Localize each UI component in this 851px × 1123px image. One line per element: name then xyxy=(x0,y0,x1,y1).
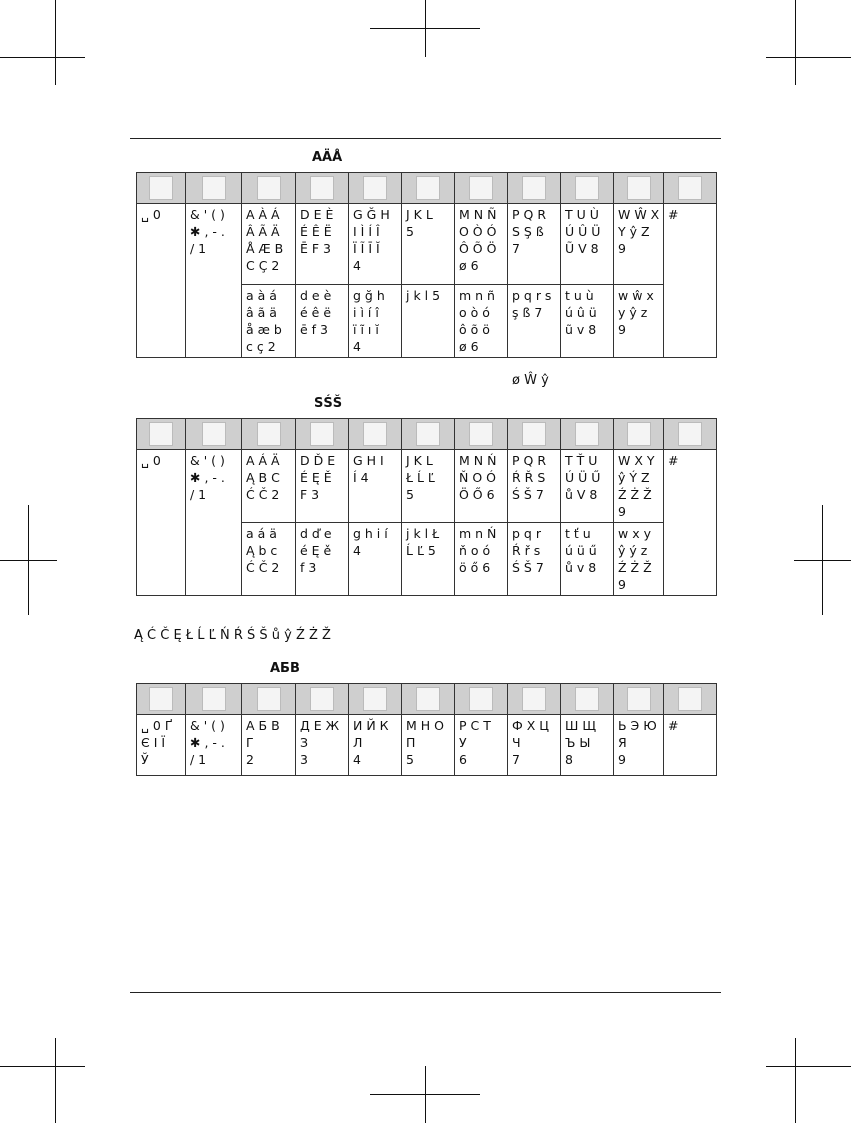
char-cell: # xyxy=(664,450,717,596)
char-cell: # xyxy=(664,715,717,776)
key-icon xyxy=(522,422,546,446)
char-cell: j k l 5 xyxy=(402,285,455,358)
key-icon xyxy=(363,422,387,446)
crop-mark xyxy=(794,560,851,561)
char-cell: & ' ( ) ✱ , - . / 1 xyxy=(186,715,242,776)
key-icon xyxy=(678,422,702,446)
char-cell: t ť u ú ü ű ů v 8 xyxy=(561,523,614,596)
crop-mark xyxy=(370,1094,480,1095)
char-cell: w ŵ x y ŷ z 9 xyxy=(614,285,664,358)
note-latin: ø Ŵ ŷ xyxy=(512,373,549,388)
key-icon-row xyxy=(137,173,717,204)
key-icon xyxy=(575,422,599,446)
char-cell: И Й К Л 4 xyxy=(349,715,402,776)
crop-mark xyxy=(766,57,851,58)
crop-mark xyxy=(766,1066,851,1067)
key-icon xyxy=(469,176,493,200)
crop-mark xyxy=(0,560,57,561)
char-cell: D E È É Ê Ë Ē F 3 xyxy=(296,204,349,285)
note-central-european: Ą Ć Č Ę Ł Ĺ Ľ Ń Ŕ Ś Š ů ŷ Ź Ż Ž xyxy=(134,628,331,643)
key-icon xyxy=(363,687,387,711)
char-cell: Ш Щ Ъ Ы 8 xyxy=(561,715,614,776)
key-icon xyxy=(678,176,702,200)
char-cell: А Б В Г 2 xyxy=(242,715,296,776)
char-cell: A À Á Â Ã Ä Å Æ B C Ç 2 xyxy=(242,204,296,285)
crop-mark xyxy=(55,0,56,85)
char-cell: p q r s ş ß 7 xyxy=(508,285,561,358)
key-icon xyxy=(149,176,173,200)
char-cell: Р С Т У 6 xyxy=(455,715,508,776)
char-cell: m n ñ o ò ó ô õ ö ø 6 xyxy=(455,285,508,358)
char-cell: T U Ù Ú Û Ü Ũ V 8 xyxy=(561,204,614,285)
key-icon xyxy=(257,687,281,711)
key-icon xyxy=(416,687,440,711)
key-icon xyxy=(627,422,651,446)
key-icon xyxy=(522,176,546,200)
key-icon xyxy=(202,687,226,711)
key-icon xyxy=(202,422,226,446)
character-table-cyrillic xyxy=(136,683,717,776)
key-icon xyxy=(310,422,334,446)
key-icon-row xyxy=(137,419,717,450)
char-cell: Ф Х Ц Ч 7 xyxy=(508,715,561,776)
char-cell: M N Ń Ň O Ó Ö Ő 6 xyxy=(455,450,508,523)
key-icon xyxy=(627,176,651,200)
char-cell: # xyxy=(664,204,717,358)
key-icon xyxy=(257,176,281,200)
crop-mark xyxy=(370,28,480,29)
char-cell: & ' ( ) ✱ , - . / 1 xyxy=(186,204,242,358)
section-heading-central-european: SŚŠ xyxy=(314,396,343,411)
char-cell: p q r Ŕ ř s Ś Š 7 xyxy=(508,523,561,596)
character-table-latin xyxy=(136,172,717,358)
key-icon xyxy=(257,422,281,446)
char-cell: a á ä Ą b c Ć Č 2 xyxy=(242,523,296,596)
char-cell: Д Е Ж З 3 xyxy=(296,715,349,776)
key-icon xyxy=(363,176,387,200)
key-icon xyxy=(416,422,440,446)
key-icon xyxy=(522,687,546,711)
key-icon xyxy=(202,176,226,200)
char-cell: j k l Ł Ĺ Ľ 5 xyxy=(402,523,455,596)
crop-mark xyxy=(795,1038,796,1123)
crop-mark xyxy=(0,57,85,58)
crop-mark xyxy=(55,1038,56,1123)
key-icon xyxy=(678,687,702,711)
char-cell: J K L 5 xyxy=(402,204,455,285)
char-cell: T Ť U Ú Ü Ű ů V 8 xyxy=(561,450,614,523)
key-icon xyxy=(469,687,493,711)
section-heading-latin: AÄÅ xyxy=(312,150,343,165)
key-icon xyxy=(627,687,651,711)
char-cell: a à á â ã ä å æ b c ç 2 xyxy=(242,285,296,358)
key-icon xyxy=(149,422,173,446)
crop-mark xyxy=(0,1066,85,1067)
char-cell: ␣ 0 xyxy=(137,450,186,596)
header-rule xyxy=(130,138,721,139)
char-cell: W Ŵ X Y ŷ Z 9 xyxy=(614,204,664,285)
char-cell: w x y ŷ ý z Ź Ż Ž 9 xyxy=(614,523,664,596)
character-table-central-european xyxy=(136,418,717,596)
key-icon xyxy=(416,176,440,200)
char-cell: m n Ń ň o ó ö ő 6 xyxy=(455,523,508,596)
key-icon xyxy=(575,176,599,200)
char-cell: M N Ñ O Ò Ó Ô Õ Ö ø 6 xyxy=(455,204,508,285)
char-cell: d e è é ê ë ē f 3 xyxy=(296,285,349,358)
char-cell: ␣ 0 Ґ Є І Ї Ў xyxy=(137,715,186,776)
char-cell: g ğ h i ì í î ï ĩ ı ĭ 4 xyxy=(349,285,402,358)
char-cell: М Н О П 5 xyxy=(402,715,455,776)
char-cell: W X Y ŷ Ý Z Ź Ż Ž 9 xyxy=(614,450,664,523)
footer-rule xyxy=(130,992,721,993)
char-cell: ␣ 0 xyxy=(137,204,186,358)
char-cell: & ' ( ) ✱ , - . / 1 xyxy=(186,450,242,596)
key-icon xyxy=(469,422,493,446)
crop-mark xyxy=(795,0,796,85)
char-cell: G H I Í 4 xyxy=(349,450,402,523)
char-cell: P Q R S Ş ß 7 xyxy=(508,204,561,285)
char-cell: G Ğ H I Ì Í Î Ï Ĩ Ī Ĭ 4 xyxy=(349,204,402,285)
key-icon xyxy=(310,687,334,711)
section-heading-cyrillic: АБВ xyxy=(270,661,300,676)
key-icon xyxy=(575,687,599,711)
char-cell: J K L Ł Ĺ Ľ 5 xyxy=(402,450,455,523)
key-icon xyxy=(149,687,173,711)
key-icon-row xyxy=(137,684,717,715)
char-cell: D Ď E É Ę Ě F 3 xyxy=(296,450,349,523)
char-cell: P Q R Ŕ Ř S Ś Š 7 xyxy=(508,450,561,523)
char-cell: A Á Ä Ą B C Ć Č 2 xyxy=(242,450,296,523)
key-icon xyxy=(310,176,334,200)
char-cell: Ь Э Ю Я 9 xyxy=(614,715,664,776)
char-cell: t u ù ú û ü ũ v 8 xyxy=(561,285,614,358)
char-cell: d ď e é Ę ě f 3 xyxy=(296,523,349,596)
char-cell: g h i í 4 xyxy=(349,523,402,596)
